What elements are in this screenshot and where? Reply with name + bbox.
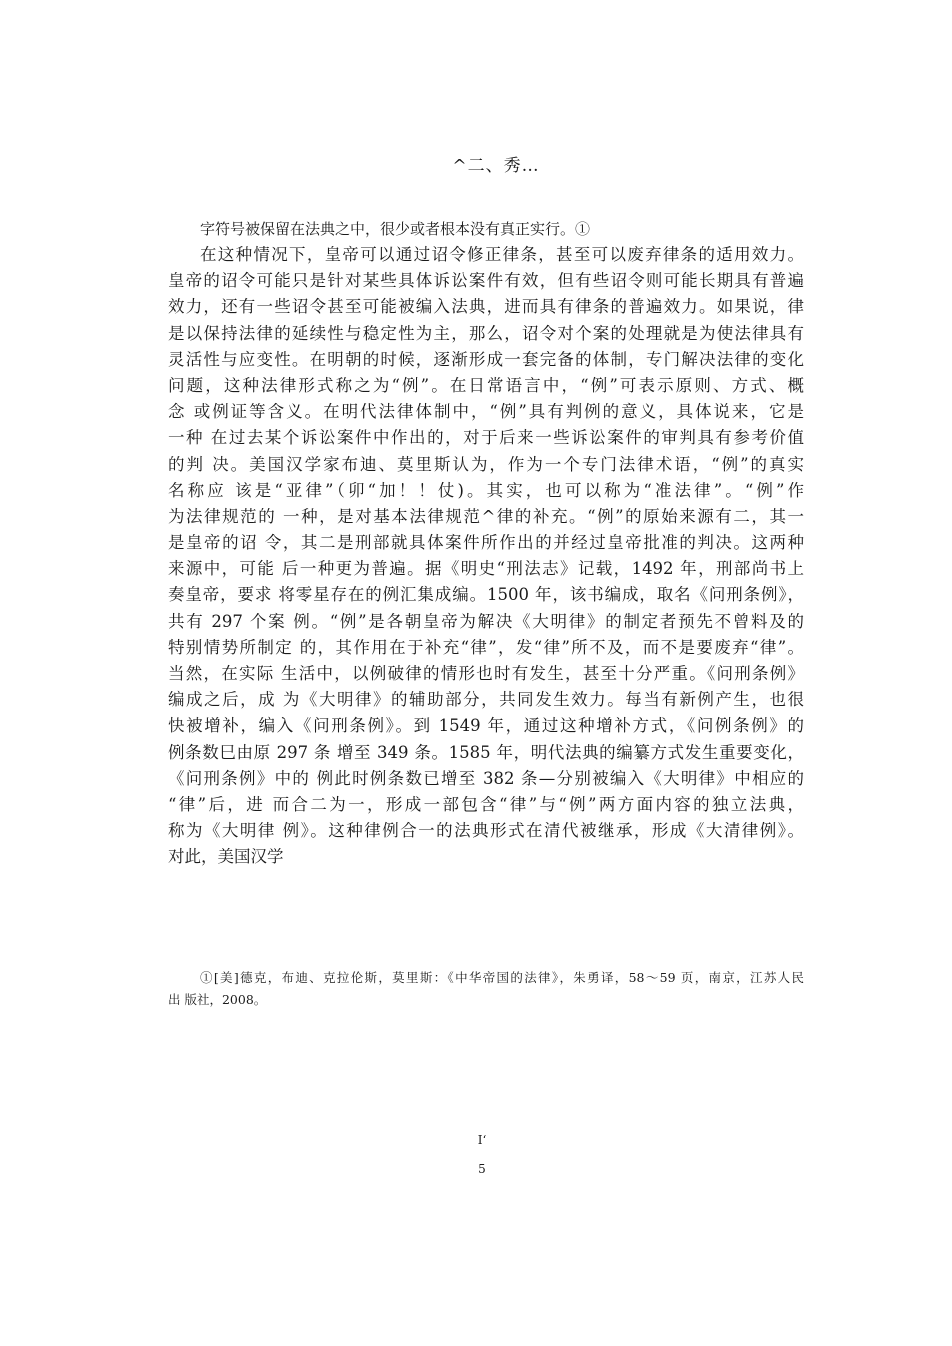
text-line: 效力，还有一些诏令甚至可能被编入法典，进而具有律条的普遍效力。如果说，律: [168, 297, 804, 317]
text-line: 的判 决。美国汉学家布迪、莫里斯认为，作为一个专门法律术语，“例”的真实: [168, 454, 804, 474]
text-line: 当然，在实际 生活中，以例破律的情形也时有发生，甚至十分严重。《问刑条例》: [168, 664, 804, 683]
text-line: 快被增补，编入《问刑条例》。到 1549 年，通过这种增补方式，《问例条例》的: [168, 716, 804, 736]
running-header: ^二、秀…: [452, 156, 540, 176]
continuation-line: 字符号被保留在法典之中，很少或者根本没有真正实行。①: [200, 220, 591, 238]
text-line: 特别情势所制定 的，其作用在于补充“律”，发“律”所不及，而不是要废弃“律”。: [168, 637, 804, 657]
text-line: 共有 297 个案 例。“例”是各朝皇帝为解决《大明律》的制定者预先不曾料及的: [168, 611, 804, 631]
text-line: 问题，这种法律形式称之为“例”。在日常语言中，“例”可表示原则、方式、概: [168, 375, 804, 395]
text-line: 为法律规范的 一种，是对基本法律规范^律的补充。“例”的原始来源有二，其一: [168, 506, 804, 526]
text-line: 一种 在过去某个诉讼案件中作出的，对于后来一些诉讼案件的审判具有参考价值: [168, 428, 804, 448]
text-line: 《问刑条例》中的 例此时例条数已增至 382 条—分别被编入《大明律》中相应的: [168, 768, 804, 788]
text-line: 念 或例证等含义。在明代法律体制中，“例”具有判例的意义，具体说来，它是: [168, 402, 804, 422]
text-line: 在这种情况下，皇帝可以通过诏令修正律条，甚至可以废弃律条的适用效力。: [200, 245, 804, 264]
text-line: 名称应 该是“亚律”（卯“加！！仗)。其实，也可以称为“准法律”。“例”作: [168, 480, 804, 500]
page-mark: I‘: [477, 1133, 487, 1147]
text-line: 来源中，可能 后一种更为普遍。据《明史“刑法志》记载，1492 年，刑部尚书上: [168, 559, 804, 579]
text-line: 皇帝的诏令可能只是针对某些具体诉讼案件有效，但有些诏令则可能长期具有普遍: [168, 271, 804, 291]
footnote: [168, 967, 804, 1011]
text-line: 编成之后，成 为《大明律》的辅助部分，共同发生效力。每当有新例产生，也很: [168, 690, 804, 710]
text-line: 是皇帝的诏 令，其二是刑部就具体案件所作出的并经过皇帝批准的判决。这两种: [168, 533, 804, 553]
text-line: 灵活性与应变性。在明朝的时候，逐渐形成一套完备的体制，专门解决法律的变化: [168, 349, 804, 369]
body-paragraph: [168, 242, 804, 871]
footnote-line: 出 版社，2008。: [168, 992, 267, 1007]
page-number: 5: [478, 1162, 486, 1176]
text-line: 是以保持法律的延续性与稳定性为主，那么，诏令对个案的处理就是为使法律具有: [168, 323, 804, 343]
text-line: 对此，美国汉学: [168, 847, 284, 867]
text-line: 奏皇帝，要求 将零星存在的例汇集成编。1500 年，该书编成，取名《问刑条例》，: [168, 585, 804, 605]
text-line: 例条数巳由原 297 条 增至 349 条。1585 年，明代法典的编纂方式发生重要变化，: [168, 742, 804, 762]
text-line: 称为《大明律 例》。这种律例合一的法典形式在清代被继承，形成《大清律例》。: [168, 821, 804, 841]
footnote-line: ①[美]德克，布迪、克拉伦斯，莫里斯：《中华帝国的法律》，朱勇译，58〜59 页，南京，江苏人民: [200, 970, 804, 985]
text-line: “律”后，进 而合二为一，形成一部包含“律”与“例”两方面内容的独立法典，: [168, 794, 804, 814]
